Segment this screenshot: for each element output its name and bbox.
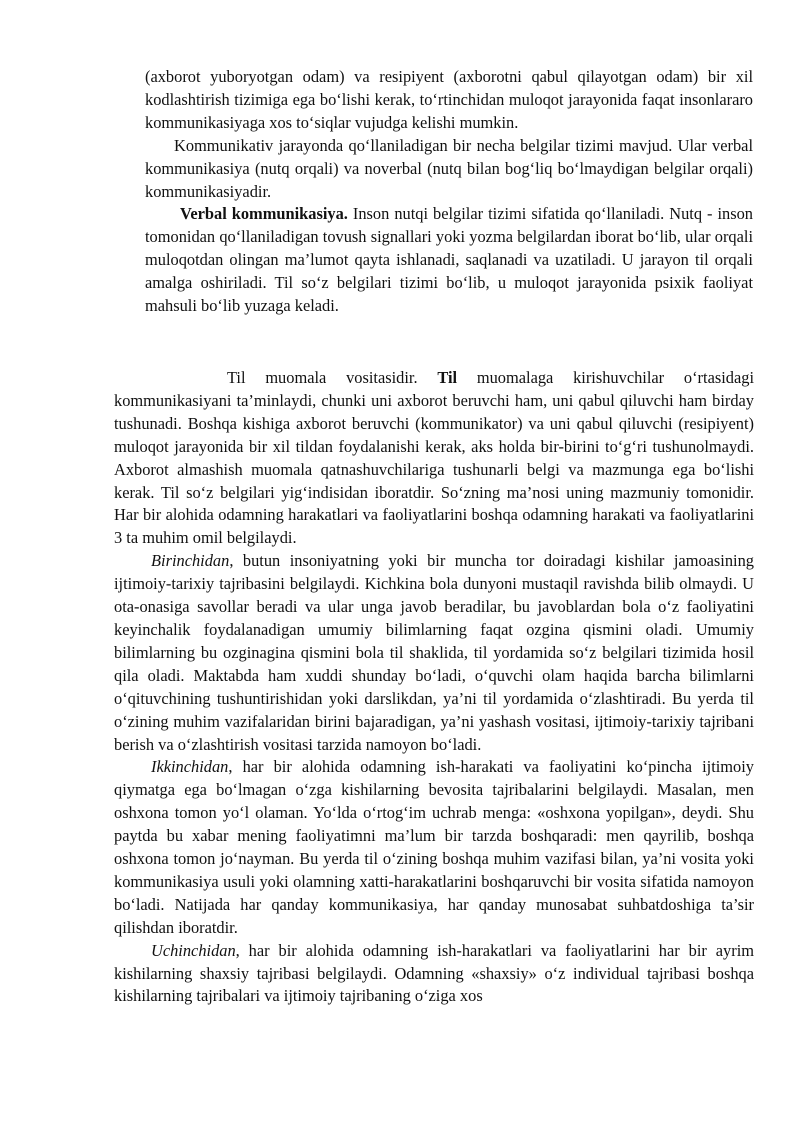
paragraph-second-factor — [114, 756, 754, 939]
bold-term: Til — [437, 368, 458, 387]
paragraph-sign-systems — [145, 135, 753, 204]
paragraph-third-factor — [114, 940, 754, 1009]
paragraph-text: muomalaga kirishuvchilar o‘rtasidagi kommunikasiyani ta’minlaydi, chunki uni axborot beruvchi ham, uni qabul qiluvchi ham birday tushunadi. Boshqa kishiga axborot beruvchi (kommunikator) va uni qabul qiluvchi (resipiyent) muloqot jarayonida bir xil tildan foydalanishi kerak, aks holda bir-birini to‘g‘ri tushunolmaydi. Axborot almashish muomala qatnashuvchilariga tushunarli belgi va mazmunga ega bo‘lishi kerak. Til so‘z belgilari yig‘indisidan iboratdir. So‘zning ma’nosi uning mazmuniy tomonidir. Har bir alohida odamning harakatlari va faoliyatlarini boshqa odamning harakati va faoliyatlarini 3 ta muhim omil belgilaydi. — [114, 368, 754, 548]
paragraph-text: , har bir alohida odamning ish-harakatlari va faoliyatlarini har bir ayrim kishilarning shaxsiy tajribasi belgilaydi. Odamning «shaxsiy» o‘z individual tajribasi boshqa kishilarning tajribalari va ijtimoiy tajribaning o‘ziga xos — [114, 940, 754, 1006]
paragraph-text: Inson nutqi belgilar tizimi sifatida qo‘llaniladi. Nutq - inson tomonidan qo‘llaniladigan tovush signallari yoki yozma belgilardan iborat bo‘lib, ular orqali muloqotdan olingan ma’lumot qayta ishlanadi, saqlanadi va uzatiladi. U jarayon til orqali amalga oshiriladi. Til so‘z belgilari tizimi bo‘lib, u muloqot jarayonida psixik faoliyat mahsuli bo‘lib yuzaga keladi. — [145, 204, 753, 316]
indented-text-block — [145, 66, 753, 318]
paragraph-text: , butun insoniyatning yoki bir muncha tor doiradagi kishilar jamoasining ijtimoiy-tarixiy tajribasini belgilaydi. Kichkina bola dunyoni mustaqil ravishda bilib olmaydi. U ota-onasiga savollar beradi va ular unga javob beradilar, bu javoblardan bola o‘z faoliyatini keyinchalik foydalanadigan umumiy bilimlarning faqat ozgina qismini oladi. Umumiy bilimlarning bu ozginagina qismini bola til shaklida, til yordamida so‘z belgilari tizimida hosil qila oladi. Maktabda ham xuddi shunday bo‘ladi, o‘quvchi olam haqida barcha bilimlarni o‘qituvchining tushuntirishidan yoki darslikdan, ya’ni til yordamida o‘zlashtiradi. Bu yerda til o‘zining muhim vazifalaridan birini bajaradigan, ya’ni yashash vositasi, ijtimoiy-tarixiy tajribani berish va o‘zlashtirish vositasi tarzida namoyon bo‘ladi. — [114, 551, 754, 754]
main-text-block — [114, 367, 754, 1008]
paragraph-continuation — [145, 66, 753, 135]
paragraph-verbal-communication — [145, 203, 753, 318]
paragraph-text: Kommunikativ jarayonda qo‘llaniladigan bir necha belgilar tizimi mavjud. Ular verbal kommunikasiya (nutq orqali) va noverbal (nutq bilan bog‘liq bo‘lmaydigan belgilar orqali) kommunikasiyadir. — [145, 135, 753, 201]
paragraph-language — [114, 367, 754, 550]
paragraph-text: , har bir alohida odamning ish-harakati va faoliyatini ko‘pincha ijtimoiy qiymatga ega bo‘lmagan o‘zga kishilarning bevosita tajribalarini belgilaydi. Masalan, men oshxona tomon yo‘l olaman. Yo‘lda o‘rtog‘im uchrab menga: «oshxona yopilgan», deydi. Shu paytda bu xabar mening faoliyatimni ma’lum bir tarzda boshqaradi: men qayrilib, boshqa oshxona tomon jo‘nayman. Bu yerda til o‘zining boshqa muhim vazifasi bilan, ya’ni vosita yoki kommunikasiya usuli yoki olamning xatti-harakatlarini boshqaruvchi bir vosita sifatida namoyon bo‘ladi. Natijada har qanday kommunikasiya, har qanday munosabat suhbatdoshiga ta’sir qilishdan iboratdir. — [114, 757, 754, 937]
paragraph-first-factor — [114, 550, 754, 756]
italic-term: Ikkinchidan — [151, 757, 229, 777]
italic-term: Uchinchidan — [151, 940, 236, 960]
paragraph-lead: Til muomala vositasidir. — [227, 368, 438, 387]
section-heading: Verbal kommunikasiya. — [180, 204, 348, 224]
italic-term: Birinchidan — [151, 551, 230, 571]
paragraph-text: (axborot yuboryotgan odam) va resipiyent (axborotni qabul qilayotgan odam) bir xil kodlashtirish tizimiga ega bo‘lishi kerak, to‘rtinchidan muloqot jarayonida faqat insonlararo kommunikasiyaga xos to‘siqlar vujudga kelishi mumkin. — [145, 67, 753, 132]
